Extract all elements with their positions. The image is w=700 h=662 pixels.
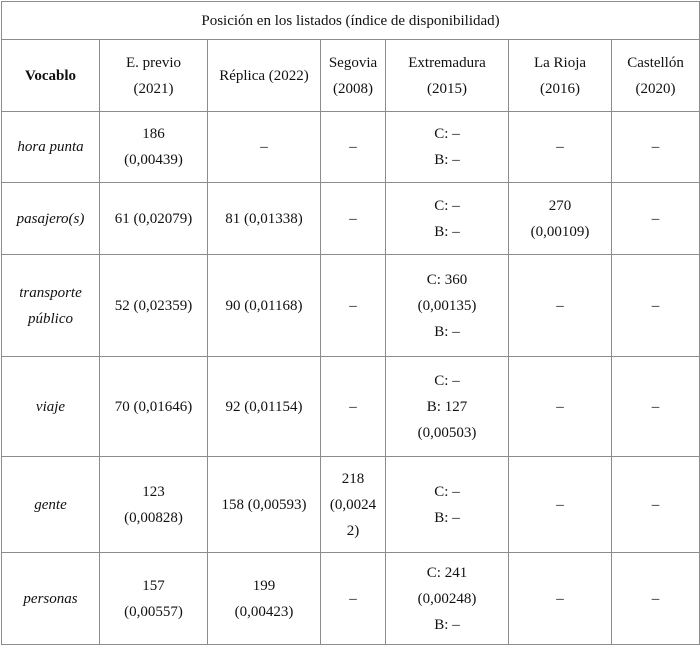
cell-line: C: 360 — [426, 271, 468, 288]
cell-castellon: – — [612, 112, 700, 183]
cell-e-previo — [100, 553, 208, 645]
cell-castellon: – — [612, 457, 700, 553]
header-segovia-line: Segovia — [328, 54, 378, 71]
header-segovia — [321, 40, 386, 112]
cell-castellon: – — [612, 255, 700, 357]
cell-replica: – — [208, 112, 321, 183]
row-vocablo: pasajero(s) — [2, 183, 100, 255]
cell-line: (0,0024 — [329, 496, 377, 513]
cell-replica — [208, 553, 321, 645]
header-la-rioja-line: La Rioja — [533, 54, 587, 71]
cell-e-previo — [100, 457, 208, 553]
header-castellon — [612, 40, 700, 112]
cell-e-previo: 61 (0,02079) — [100, 183, 208, 255]
cell-la-rioja: – — [509, 255, 612, 357]
cell-line: 199 — [252, 577, 276, 594]
cell-extremadura — [386, 457, 509, 553]
cell-line: (0,00557) — [124, 603, 183, 620]
header-extremadura-line: Extremadura — [408, 54, 486, 71]
cell-line: transporte — [19, 284, 82, 301]
table-title: Posición en los listados (índice de disponibilidad) — [2, 2, 700, 40]
cell-extremadura — [386, 112, 509, 183]
header-e-previo-line: E. previo — [126, 54, 181, 71]
header-la-rioja — [509, 40, 612, 112]
row-vocablo: hora punta — [2, 112, 100, 183]
cell-extremadura — [386, 553, 509, 645]
table-row — [2, 357, 700, 457]
table-row — [2, 255, 700, 357]
header-castellon-line: Castellón — [627, 54, 684, 71]
table-row — [2, 183, 700, 255]
cell-line: 218 — [341, 470, 365, 487]
header-la-rioja-year: (2016) — [540, 80, 580, 97]
row-vocablo: gente — [2, 457, 100, 553]
header-castellon-year: (2020) — [635, 80, 676, 97]
cell-e-previo: 52 (0,02359) — [100, 255, 208, 357]
table-row — [2, 457, 700, 553]
cell-segovia: – — [321, 112, 386, 183]
cell-line: C: 241 — [426, 564, 468, 581]
cell-extremadura — [386, 183, 509, 255]
cell-segovia: – — [321, 255, 386, 357]
header-replica: Réplica (2022) — [208, 40, 321, 112]
cell-line: (0,00135) — [417, 297, 477, 314]
cell-line: C: – — [434, 483, 460, 500]
cell-la-rioja — [509, 183, 612, 255]
cell-line: B: – — [434, 616, 460, 633]
cell-extremadura — [386, 357, 509, 457]
header-extremadura — [386, 40, 509, 112]
cell-replica: 81 (0,01338) — [208, 183, 321, 255]
cell-line: C: – — [434, 126, 460, 142]
cell-line: 186 — [142, 126, 165, 142]
cell-segovia: – — [321, 183, 386, 255]
cell-castellon: – — [612, 183, 700, 255]
cell-castellon: – — [612, 357, 700, 457]
cell-extremadura — [386, 255, 509, 357]
cell-la-rioja: – — [509, 553, 612, 645]
cell-segovia: – — [321, 553, 386, 645]
cell-e-previo — [100, 112, 208, 183]
cell-segovia: – — [321, 357, 386, 457]
row-vocablo — [2, 255, 100, 357]
cell-line: (0,00423) — [234, 603, 294, 620]
header-extremadura-year: (2015) — [427, 80, 467, 97]
header-e-previo-year: (2021) — [133, 80, 174, 97]
cell-line: (0,00439) — [124, 152, 183, 168]
header-segovia-year: (2008) — [333, 80, 373, 97]
cell-line: público — [28, 310, 73, 327]
cell-line: 123 — [142, 483, 165, 500]
cell-line: B: 127 — [426, 398, 468, 415]
cell-castellon: – — [612, 553, 700, 645]
table-row — [2, 553, 700, 645]
cell-line: B: – — [434, 152, 460, 168]
row-vocablo: personas — [2, 553, 100, 645]
cell-line: B: – — [434, 509, 460, 526]
cell-line: 270 — [548, 197, 572, 214]
header-vocablo: Vocablo — [2, 40, 100, 112]
cell-line: (0,00828) — [124, 509, 183, 526]
cell-segovia — [321, 457, 386, 553]
cell-la-rioja: – — [509, 357, 612, 457]
cell-line: B: – — [434, 323, 460, 340]
cell-line: (0,00248) — [417, 590, 477, 607]
cell-line: (0,00503) — [417, 424, 477, 441]
cell-line: (0,00109) — [530, 223, 590, 240]
cell-line: C: – — [434, 372, 460, 389]
cell-e-previo: 70 (0,01646) — [100, 357, 208, 457]
cell-line: 157 — [142, 577, 165, 594]
table-row — [2, 112, 700, 183]
cell-replica: 90 (0,01168) — [208, 255, 321, 357]
availability-table — [1, 1, 700, 645]
cell-replica: 158 (0,00593) — [208, 457, 321, 553]
cell-la-rioja: – — [509, 457, 612, 553]
cell-la-rioja: – — [509, 112, 612, 183]
cell-line: B: – — [434, 223, 460, 240]
cell-replica: 92 (0,01154) — [208, 357, 321, 457]
cell-line: 2) — [346, 522, 360, 539]
cell-line: C: – — [434, 197, 460, 214]
row-vocablo: viaje — [2, 357, 100, 457]
header-e-previo — [100, 40, 208, 112]
